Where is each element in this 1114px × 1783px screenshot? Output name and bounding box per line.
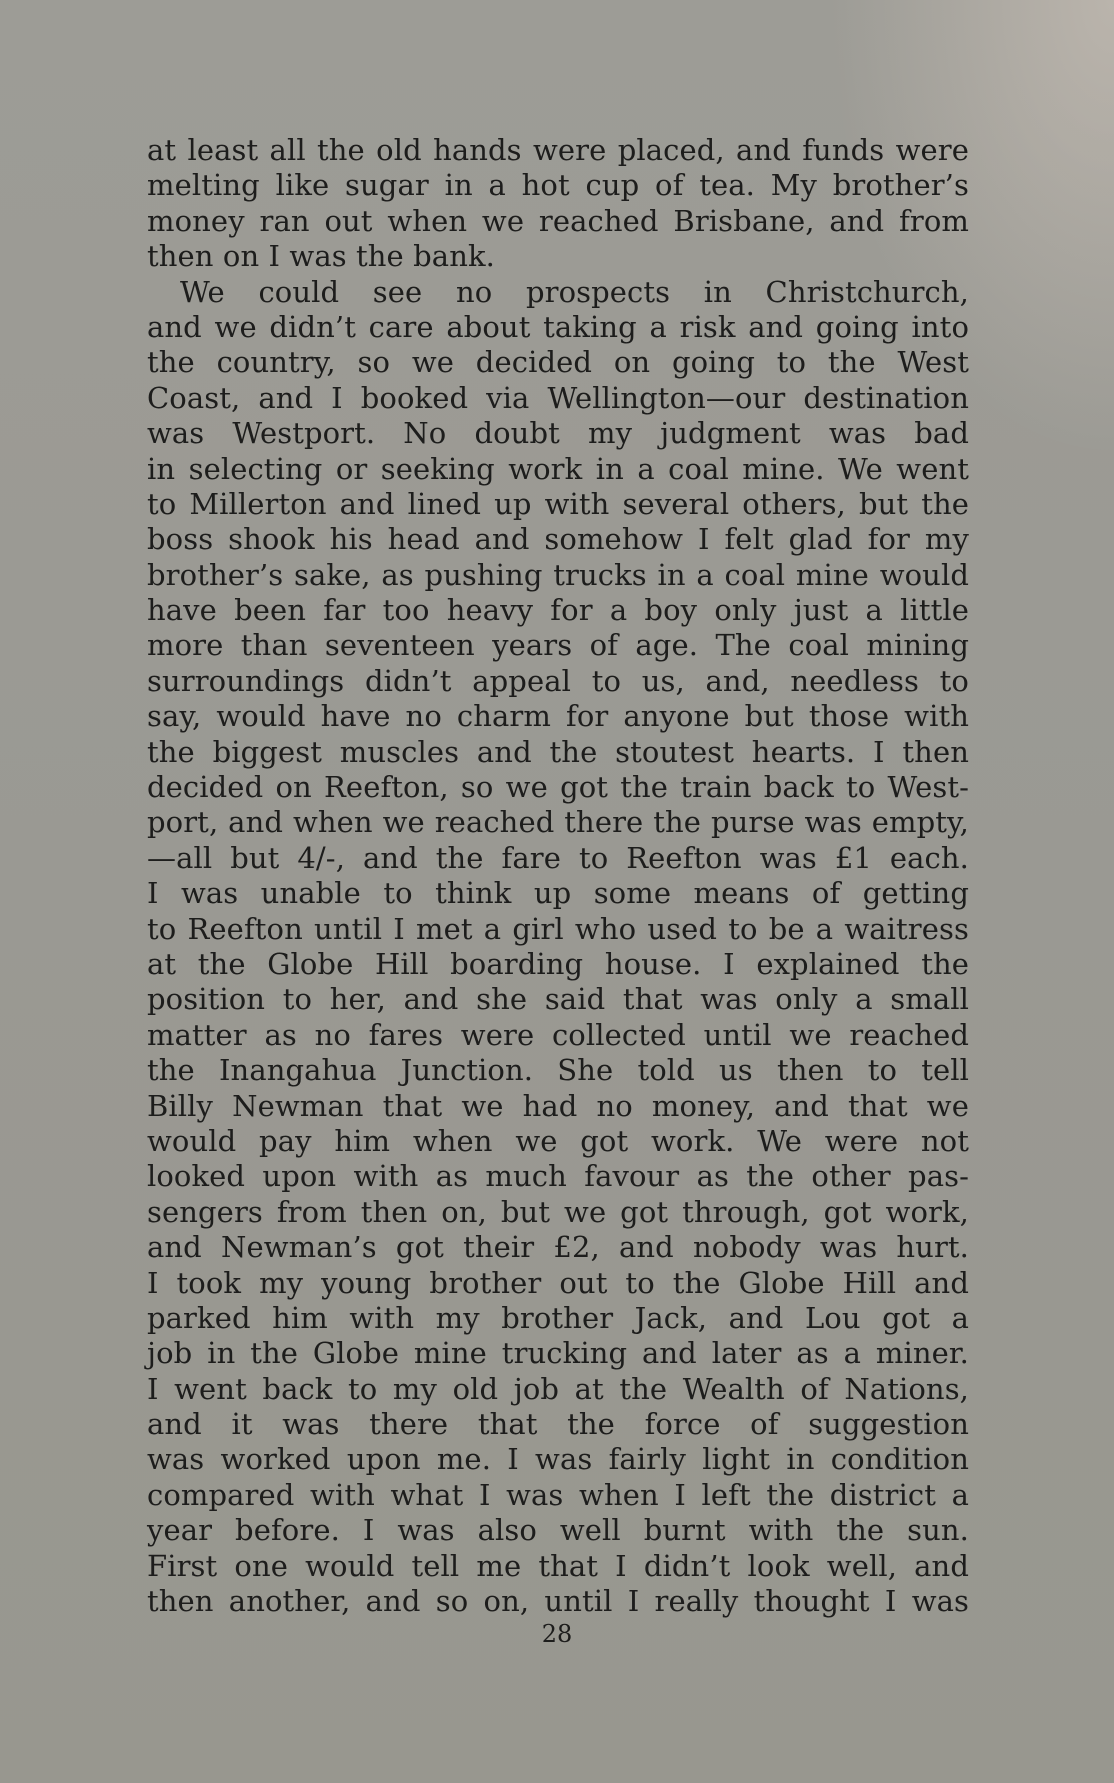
text-line: in selecting or seeking work in a coal mine. We went: [147, 451, 969, 486]
text-line: surroundings didn’t appeal to us, and, needless to: [147, 663, 969, 698]
text-line: more than seventeen years of age. The coal mining: [147, 628, 969, 663]
text-line: Coast, and I booked via Wellington—our destination: [147, 380, 969, 415]
text-line: I went back to my old job at the Wealth of Nations,: [147, 1371, 969, 1406]
text-line: and we didn’t care about taking a risk and going into: [147, 309, 969, 344]
text-line: brother’s sake, as pushing trucks in a coal mine would: [147, 557, 969, 592]
text-line: at least all the old hands were placed, and funds were: [147, 133, 969, 167]
text-line: position to her, and she said that was only a small: [147, 982, 969, 1017]
text-line: the biggest muscles and the stoutest hearts. I then: [147, 734, 969, 769]
text-line: parked him with my brother Jack, and Lou got a: [147, 1300, 969, 1335]
text-line: Billy Newman that we had no money, and that we: [147, 1088, 969, 1123]
text-line: to Millerton and lined up with several others, but the: [147, 486, 969, 521]
text-line: matter as no fares were collected until we reached: [147, 1017, 969, 1052]
text-line: boss shook his head and somehow I felt glad for my: [147, 522, 969, 557]
text-line: at the Globe Hill boarding house. I explained the: [147, 946, 969, 981]
text-line: was Westport. No doubt my judgment was bad: [147, 416, 969, 451]
text-line: then on I was the bank.: [147, 239, 495, 274]
text-line: the Inangahua Junction. She told us then to tell: [147, 1053, 969, 1088]
text-line: then another, and so on, until I really thought I was: [147, 1584, 969, 1619]
text-line: year before. I was also well burnt with the sun.: [147, 1513, 969, 1548]
text-line: and Newman’s got their £2, and nobody was hurt.: [147, 1230, 969, 1265]
text-line: would pay him when we got work. We were not: [147, 1123, 969, 1158]
text-line: the country, so we decided on going to the West: [147, 345, 969, 380]
text-line: was worked upon me. I was fairly light in condition: [147, 1442, 969, 1477]
text-line: melting like sugar in a hot cup of tea. My brother’s: [147, 168, 969, 203]
text-line: —all but 4/-, and the fare to Reefton was £1 each.: [147, 840, 969, 875]
text-line: port, and when we reached there the purse was empty,: [147, 805, 969, 840]
body-text: [147, 133, 969, 1619]
text-line: money ran out when we reached Brisbane, and from: [147, 203, 969, 238]
text-line: compared with what I was when I left the district a: [147, 1477, 969, 1512]
text-line: say, would have no charm for anyone but those with: [147, 699, 969, 734]
text-line: First one would tell me that I didn’t look well, and: [147, 1548, 969, 1583]
text-line: to Reefton until I met a girl who used to be a waitress: [147, 911, 969, 946]
page-number: 28: [541, 1620, 573, 1648]
text-line: and it was there that the force of suggestion: [147, 1407, 969, 1442]
text-line: I was unable to think up some means of getting: [147, 876, 969, 911]
text-line: We could see no prospects in Christchurch,: [180, 274, 969, 309]
text-line: have been far too heavy for a boy only just a little: [147, 593, 969, 628]
text-line: job in the Globe mine trucking and later as a miner.: [147, 1336, 969, 1371]
text-line: sengers from then on, but we got through, got work,: [147, 1194, 969, 1229]
text-line: decided on Reefton, so we got the train back to West-: [147, 770, 969, 805]
text-line: I took my young brother out to the Globe Hill and: [147, 1265, 969, 1300]
text-line: looked upon with as much favour as the other pas-: [147, 1159, 969, 1194]
